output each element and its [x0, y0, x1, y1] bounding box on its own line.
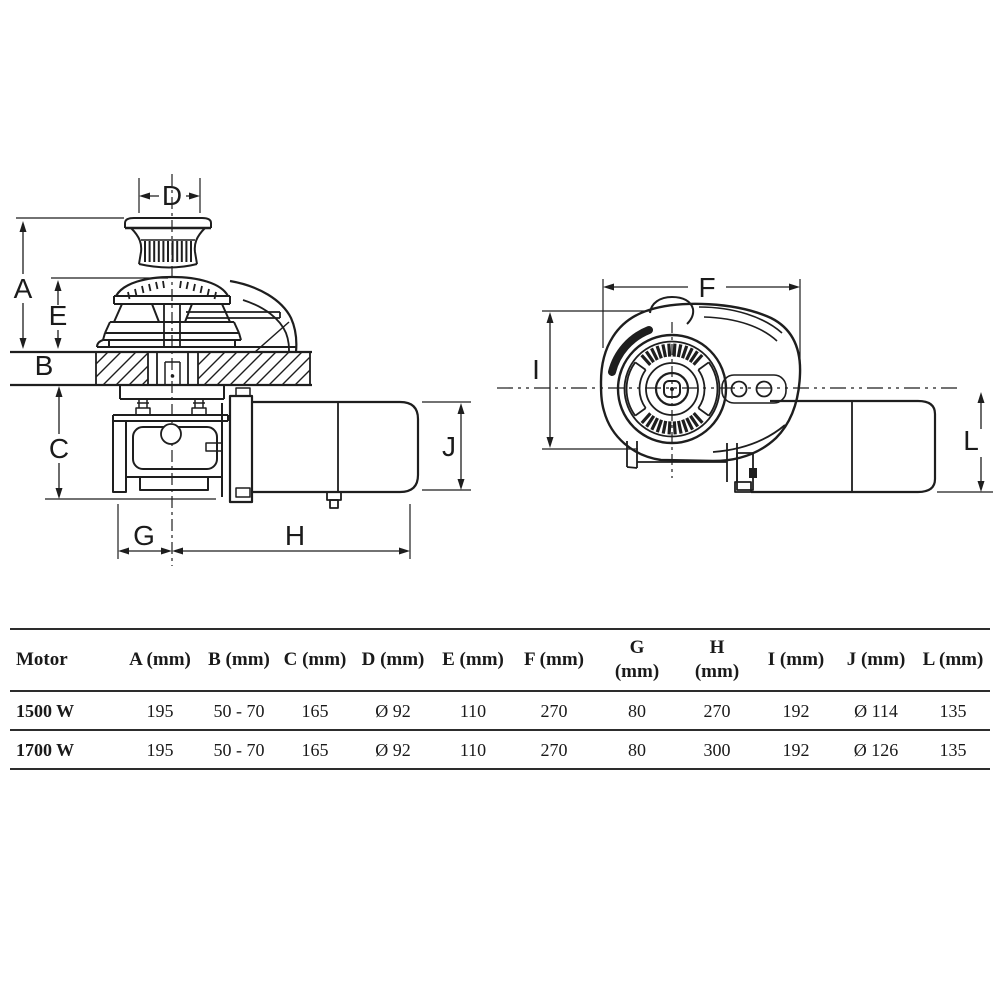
chain-pipe-detail	[722, 375, 786, 403]
gypsy-assembly	[97, 277, 297, 352]
value-cell: 80	[628, 700, 646, 721]
value-cell: 195	[146, 700, 174, 721]
motor-flange	[230, 396, 252, 502]
value-cell: 192	[782, 700, 810, 721]
value-cell: 50 - 70	[213, 739, 265, 760]
motor-cell: 1500 W	[16, 700, 75, 721]
value-cell: Ø 92	[375, 700, 411, 721]
value-cell: 50 - 70	[213, 700, 265, 721]
header-cell-i: I (mm)	[767, 649, 825, 670]
header-cell-j: J (mm)	[846, 649, 906, 670]
dim-label-j: J	[442, 431, 456, 462]
right-view-drawing	[497, 272, 993, 492]
base-brackets	[627, 441, 757, 492]
header-cell-h: H (mm)	[694, 637, 740, 682]
dim-label-l: L	[963, 425, 979, 456]
header-cell-d: D (mm)	[361, 649, 425, 670]
table-header-row	[10, 630, 990, 692]
header-cell-c: C (mm)	[283, 649, 347, 670]
value-cell: 165	[301, 739, 329, 760]
deck-section	[10, 352, 312, 385]
value-cell: 270	[540, 700, 568, 721]
value-cell: Ø 126	[853, 739, 899, 760]
dimensions-table	[10, 628, 990, 770]
motor-cell: 1700 W	[16, 739, 75, 760]
value-cell: 135	[939, 739, 967, 760]
capstan-drum	[125, 218, 211, 268]
dim-label-c: C	[48, 433, 70, 464]
header-cell-e: E (mm)	[442, 649, 504, 670]
value-cell: 110	[459, 700, 487, 721]
windlass-housing-front	[601, 297, 800, 461]
gearbox-and-motor	[113, 385, 418, 508]
dim-label-f: F	[698, 272, 716, 303]
value-cell: 270	[540, 739, 568, 760]
gypsy-housing-cover	[230, 281, 296, 352]
value-cell: 270	[703, 700, 731, 721]
mounting-studs	[136, 399, 206, 415]
dim-label-b: B	[34, 350, 54, 381]
dim-label-g: G	[133, 520, 155, 551]
value-cell: 300	[703, 739, 731, 760]
left-view-drawing	[10, 174, 471, 566]
header-cell-b: B (mm)	[208, 649, 270, 670]
value-cell: Ø 92	[375, 739, 411, 760]
header-cell-a: A (mm)	[129, 649, 191, 670]
dim-label-e: E	[48, 300, 68, 331]
header-cell-l: L (mm)	[922, 649, 984, 670]
deck-hatching	[96, 352, 310, 385]
value-cell: 80	[628, 739, 646, 760]
value-cell: 195	[146, 739, 174, 760]
table-row-1700w	[10, 731, 990, 770]
motor-body-side	[252, 402, 418, 492]
header-cell-g: G (mm)	[614, 637, 660, 682]
value-cell: 165	[301, 700, 329, 721]
value-cell: 135	[939, 700, 967, 721]
dim-label-d: D	[161, 180, 183, 211]
table-row-1500w	[10, 692, 990, 731]
header-cell-motor: Motor	[16, 649, 68, 670]
dim-label-i: I	[532, 354, 540, 385]
dim-label-a: A	[13, 273, 33, 304]
header-cell-f: F (mm)	[524, 649, 584, 670]
value-cell: Ø 114	[854, 700, 898, 721]
value-cell: 192	[782, 739, 810, 760]
value-cell: 110	[459, 739, 487, 760]
motor-body-front	[751, 401, 935, 492]
dim-label-h: H	[284, 520, 306, 551]
